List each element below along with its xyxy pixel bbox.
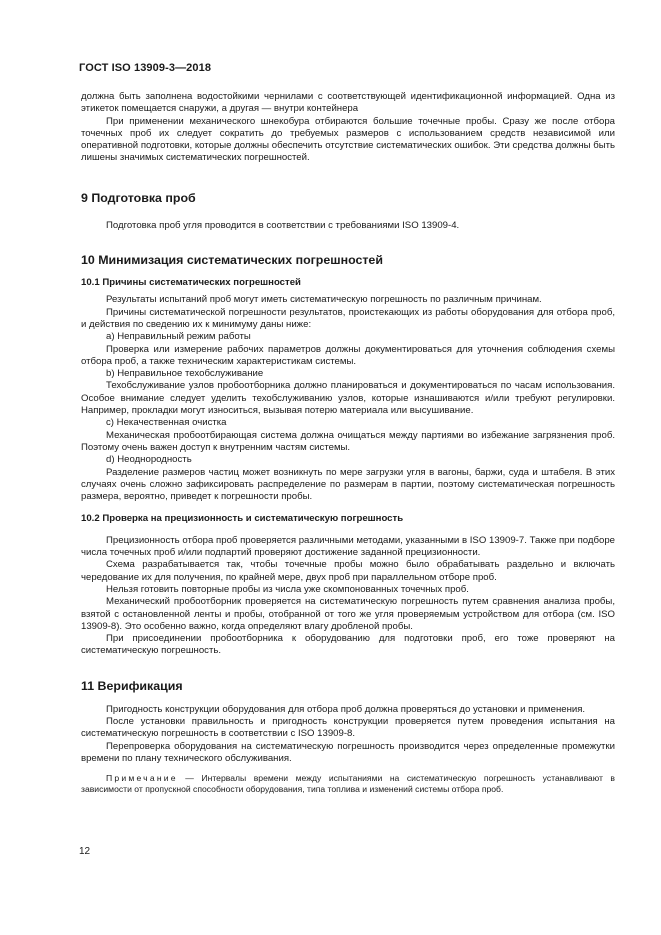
list-item-label: d) Неоднородность xyxy=(106,454,192,466)
section-9-heading: 9 Подготовка проб xyxy=(81,190,196,205)
paragraph: Подготовка проб угля проводится в соответствии с требованиями ISO 13909-4. xyxy=(106,219,460,231)
paragraph: Разделение размеров частиц может возникнуть по мере загрузки угля в вагоны, баржи, суда и штабеля. В этих случаях очень сложно зафиксировать распределение по размерам в партии, поэтому систематическая погрешность размера, вероятно, приведет к погрешности пробы. xyxy=(81,466,615,503)
document-body xyxy=(81,91,615,795)
paragraph: Техобслуживание узлов пробоотборника должно планироваться и документироваться по часам использования. Особое внимание следует уделить техобслуживанию узлов, которые изнашиваются и/или требуют регулировки. Например, прокладки могут износиться, вызывая потерю материала или высушивание. xyxy=(81,380,615,417)
list-item-label: a) Неправильный режим работы xyxy=(106,331,251,343)
paragraph: Причины систематической погрешности результатов, проистекающих из работы оборудования для отбора проб, и действия по сведению их к минимуму даны ниже: xyxy=(81,306,615,330)
paragraph: Перепроверка оборудования на систематическую погрешность производится через определенные промежутки времени по плану технического обслуживания. xyxy=(81,740,615,764)
paragraph: Схема разрабатывается так, чтобы точечные пробы можно было обрабатывать раздельно и включать чередование их для получения, по крайней мере, двух проб при параллельном отборе проб. xyxy=(81,559,615,583)
note-label: Примечание xyxy=(106,773,178,784)
paragraph: должна быть заполнена водостойкими чернилами с соответствующей идентификационной информацией. Одна из этикеток помещается снаружи, а другая — внутри контейнера xyxy=(81,91,615,115)
paragraph: Механическая пробоотбирающая система должна очищаться между партиями во избежание загрязнения проб. Поэтому очень важен доступ к внутренним частям системы. xyxy=(81,429,615,453)
page-number: 12 xyxy=(79,846,91,857)
list-item-label: c) Некачественная очистка xyxy=(106,417,227,429)
paragraph: Результаты испытаний проб могут иметь систематическую погрешность по различным причинам. xyxy=(106,294,542,306)
paragraph: Пригодность конструкции оборудования для отбора проб должна проверяться до установки и применения. xyxy=(106,703,586,715)
paragraph: При присоединении пробоотборника к оборудованию для подготовки проб, его тоже проверяют на систематическую погрешность. xyxy=(81,633,615,657)
subsection-10-2-heading: 10.2 Проверка на прецизионность и систематическую погрешность xyxy=(81,513,404,525)
paragraph: Нельзя готовить повторные пробы из числа уже скомпонованных точечных проб. xyxy=(106,583,469,595)
paragraph: Прецизионность отбора проб проверяется различными методами, указанными в ISO 13909-7. Также при подборе числа точечных проб и/или подпартий проверяют достижение заданной прецизионности. xyxy=(81,534,615,559)
paragraph: Механический пробоотборник проверяется на систематическую погрешность путем сравнения анализа пробы, взятой с остановленной ленты и пробы, отобранной от того же угля проверяемым устройством для отбора (см. ISO 13909-8). Это особенно важно, когда определяют влагу дробленой пробы. xyxy=(81,596,615,632)
paragraph: Проверка или измерение рабочих параметров должны документироваться для уточнения соблюдения схемы отбора проб, а также техническим характеристикам системы. xyxy=(81,343,615,367)
document-header: ГОСТ ISO 13909-3—2018 xyxy=(79,62,212,74)
note-text: — Интервалы времени между испытаниями на систематическую погрешность устанавливают в зависимости от пропускной способности оборудования, типа топлива и изменений системы отбора проб. xyxy=(81,773,615,795)
section-10-heading: 10 Минимизация систематических погрешностей xyxy=(81,253,383,268)
section-11-heading: 11 Верификация xyxy=(81,678,183,693)
paragraph: После установки правильность и пригодность конструкции проверяется путем проведения испытания на систематическую погрешность в соответствии с ISO 13909-8. xyxy=(81,715,615,740)
note xyxy=(81,773,615,795)
paragraph: При применении механического шнекобура отбираются большие точечные пробы. Сразу же после отбора точечных проб их следует сократить до требуемых размеров с использованием средств независимой или оперативной подготовки, которые должны обеспечить отсутствие систематических ошибок. Эти средства должны быть лишены значимых систематических погрешностей. xyxy=(81,115,615,164)
list-item-label: b) Неправильное техобслуживание xyxy=(106,368,264,380)
subsection-10-1-heading: 10.1 Причины систематических погрешностей xyxy=(81,277,301,289)
